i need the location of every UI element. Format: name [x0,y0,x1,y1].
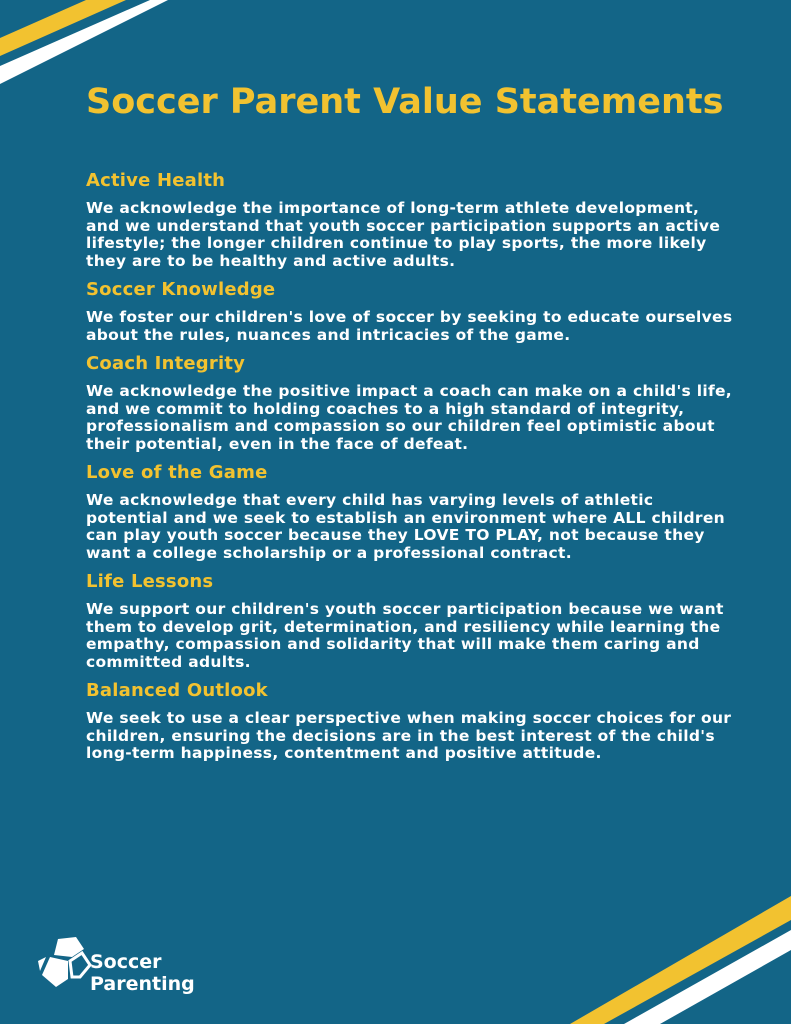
section-heading: Love of the Game [86,462,268,483]
logo-wordmark [90,951,195,995]
section-body: We acknowledge the importance of long-term athlete development, and we understand that youth soccer participation supports an active lifestyle; the longer children continue to play sports, the more likely they are to be healthy and active adults. [86,199,721,270]
section-soccer-knowledge [86,277,736,344]
logo-line-2: Parenting [90,973,195,995]
section-heading: Soccer Knowledge [86,279,276,300]
section-balanced-outlook [86,678,736,763]
section-body: We foster our children's love of soccer by seeking to educate ourselves about the rules, nuances and intricacies of the game. [86,308,733,344]
section-heading: Balanced Outlook [86,680,268,701]
section-body: We seek to use a clear perspective when making soccer choices for our children, ensuring the decisions are in the best interest of the child's long-term happiness, contentment and positive attitude. [86,709,732,762]
section-heading: Active Health [86,170,226,191]
section-body: We support our children's youth soccer participation because we want them to develop grit, determination, and resiliency while learning the empathy, compassion and solidarity that will make them caring and committed adults. [86,600,724,671]
section-heading: Life Lessons [86,571,214,592]
section-life-lessons [86,569,736,671]
soccer-ball-icon [36,935,96,991]
section-love-of-the-game [86,460,736,562]
section-body: We acknowledge the positive impact a coach can make on a child's life, and we commit to holding coaches to a high standard of integrity, professionalism and compassion so our children feel optimistic about their potential, even in the face of defeat. [86,382,732,453]
page-title: Soccer Parent Value Statements [86,82,724,122]
section-coach-integrity [86,351,736,453]
section-body: We acknowledge that every child has varying levels of athletic potential and we seek to establish an environment where ALL children can play youth soccer because they LOVE TO PLAY, not because they want a college scholarship or a professional contract. [86,491,725,562]
logo-line-1: Soccer [90,951,162,973]
section-heading: Coach Integrity [86,353,246,374]
section-active-health [86,168,736,270]
soccer-parenting-logo [36,935,196,999]
bottom-right-white-stripe [624,930,791,1024]
value-statements [86,168,736,763]
